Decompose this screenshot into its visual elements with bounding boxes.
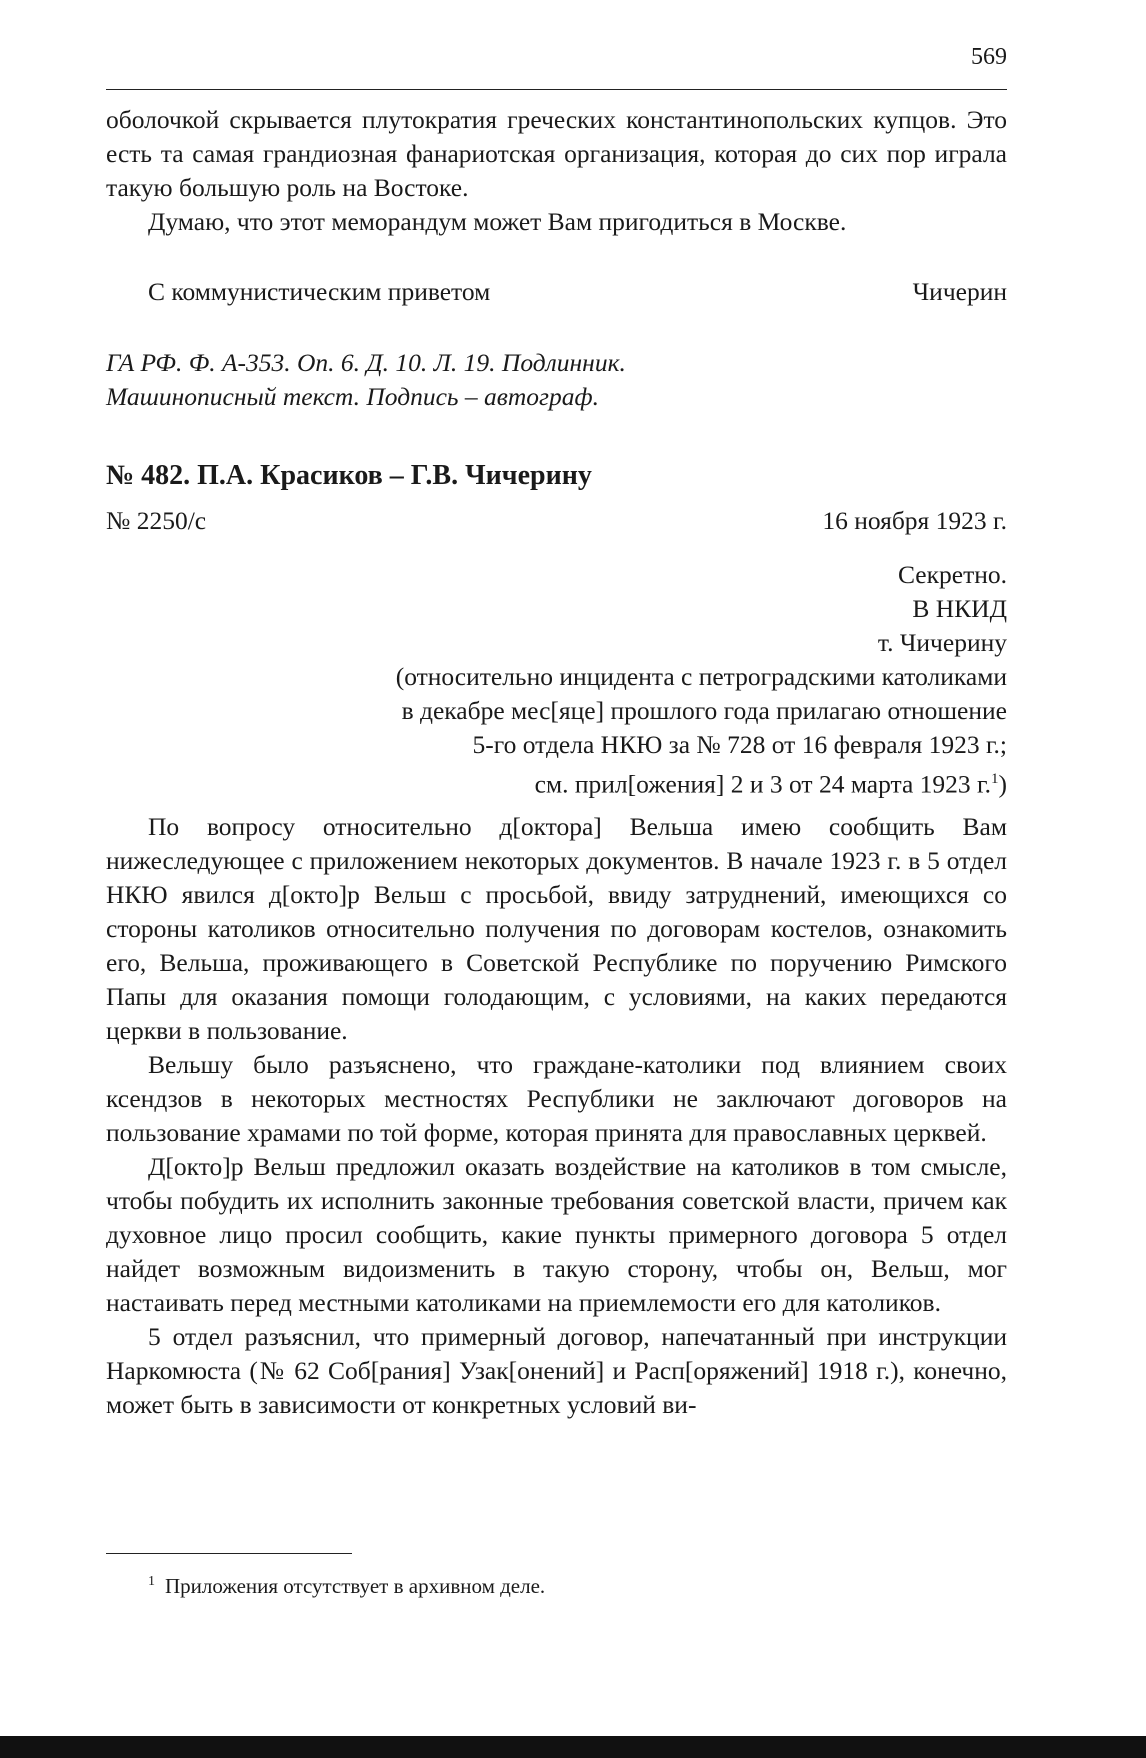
salutation: С коммунистическим приветом [148,277,491,306]
paragraph: Д[окто]р Вельш предложил оказать воздействие на католиков в том смысле, чтобы побудить их исполнить законные требования советской власти, причем как духовное лицо просил сообщить, какие пункты примерного договора 5 отдел найдет возможным видоизменить в такую сторону, чтобы он, Вельш, мог настаивать перед местными католиками на приемлемости его для католиков. [106,1152,1007,1317]
addressee-line: т. Чичерину [877,628,1007,657]
note-line: (относительно инцидента с петроградскими католиками [395,662,1007,691]
paragraph: 5 отдел разъяснил, что примерный договор, напечатанный при инструкции Наркомюста (№ 62 Соб[рания] Узак[онений] и Расп[оряжений] 1918 г.), конечно, может быть в зависимости от конкретных условий ви- [106,1322,1007,1419]
signature: Чичерин [912,277,1007,306]
document-title: № 482. П.А. Красиков – Г.В. Чичерину [106,460,592,491]
footnote-rule [106,1553,352,1554]
body-text [106,810,1007,1422]
note-line-text: см. прил[ожения] 2 и 3 от 24 марта 1923 г. [534,769,991,799]
note-close: ) [998,769,1007,799]
scan-edge [0,1736,1146,1758]
footnote [148,1574,545,1599]
page-number: 569 [971,44,1007,70]
footnote-text: Приложения отсутствует в архивном деле. [165,1574,546,1598]
editorial-note [396,660,1007,802]
header-rule [106,89,1007,90]
note-line: в декабре мес[яце] прошлого года прилагаю отношение [401,696,1007,725]
addressee-line: В НКИД [912,594,1007,623]
paragraph: Вельшу было разъяснено, что граждане-католики под влиянием своих ксендзов в некоторых местностях Республики не заключают договоров на пользование храмами по той форме, которая принята для православных церквей. [106,1050,1007,1147]
footnote-marker: 1 [148,1574,155,1589]
addressee-block [878,558,1007,660]
closing-line [148,277,1007,307]
footnote-ref: 1 [991,771,999,787]
note-line [396,762,1007,802]
document-date: 16 ноября 1923 г. [822,506,1007,535]
paragraph: Думаю, что этот меморандум может Вам пригодиться в Москве. [148,207,847,236]
paragraph: По вопросу относительно д[октора] Вельша имею сообщить Вам нижеследующее с приложением некоторых документов. В начале 1923 г. в 5 отдел НКЮ явился д[окто]р Вельш с просьбой, ввиду затруднений, имеющихся со стороны католиков относительно получения по договорам костелов, ознакомить его, Вельша, проживающего в Советской Республике по поручению Римского Папы для оказания помощи голодающим, с условиями, на каких передаются церкви в пользование. [106,812,1007,1045]
continuation-text [106,103,1007,239]
document-meta [106,506,1007,536]
archive-line: Машинописный текст. Подпись – автограф. [106,382,599,411]
archive-reference [106,346,626,414]
document-number: № 2250/с [106,506,207,535]
paragraph: оболочкой скрывается плутократия греческих константинопольских купцов. Это есть та самая грандиозная фанариотская организация, которая до сих пор играла такую большую роль на Востоке. [106,105,1007,202]
archive-line: ГА РФ. Ф. А-353. Оп. 6. Д. 10. Л. 19. Подлинник. [106,348,626,377]
note-line: 5-го отдела НКЮ за № 728 от 16 февраля 1923 г.; [472,730,1007,759]
addressee-line: Секретно. [897,560,1007,589]
